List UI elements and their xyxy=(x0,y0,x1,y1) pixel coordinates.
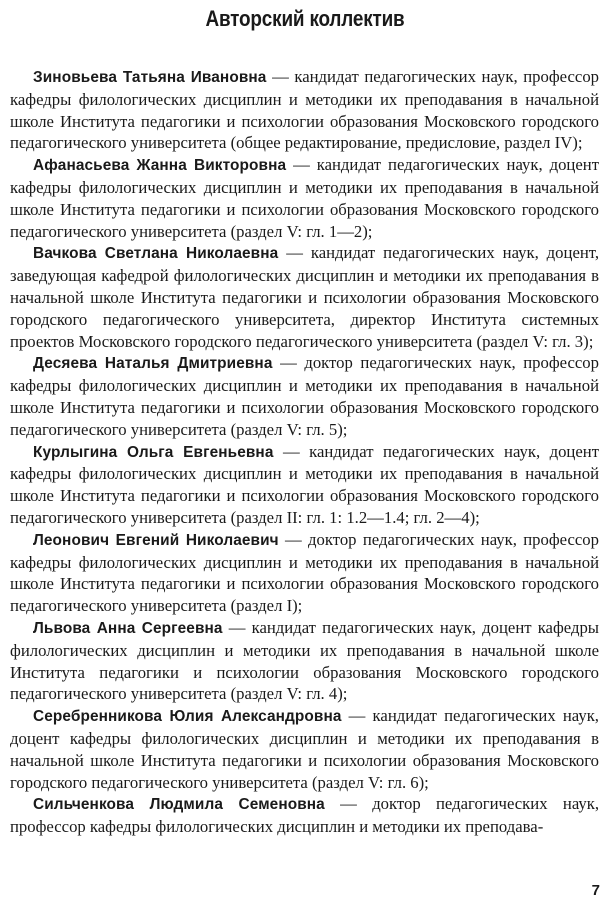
author-name: Серебренникова Юлия Александровна xyxy=(33,708,342,726)
author-description: — кандидат педагогических наук, доцент кафедры филологических дисциплин и методики их преподавания в начальной школе Института педагогики и психологии образования Московского городского педагогического университета (раздел V: гл. 6); xyxy=(10,706,599,792)
author-description: — доктор педагогических наук, профессор кафедры филологических дисциплин и методики их преподава- xyxy=(10,794,599,837)
author-description: — кандидат педагогических наук, доцент кафедры филологических дисциплин и методики их преподавания в начальной школе Института педагогики и психологии образования Московского городского педагогического университета (раздел V: гл. 4); xyxy=(10,617,600,704)
author-entry xyxy=(10,705,599,793)
author-description: — кандидат педагогических наук, доцент, заведующая кафедрой филологических дисциплин и методики их преподавания в начальной школе Института педагогики и психологии образования Московского городского педагогического университета, директор Института системных проектов Московского городского педагогического университета (раздел V: гл. 3); xyxy=(10,243,599,351)
author-description: — кандидат педагогических наук, профессор кафедры филологических дисциплин и методики их преподавания в начальной школе Института педагогики и психологии образования Московского городского педагогического университета (общее редактирование, предисловие, раздел IV); xyxy=(10,67,599,153)
author-description: — кандидат педагогических наук, доцент кафедры филологических дисциплин и методики их преподавания в начальной школе Института педагогики и психологии образования Московского городского педагогического университета (раздел II: гл. 1: 1.2—1.4; гл. 2—4); xyxy=(10,441,599,527)
author-entry xyxy=(10,242,599,352)
author-entry xyxy=(10,154,599,242)
author-name: Курлыгина Ольга Евгеньевна xyxy=(33,443,274,461)
author-name: Зиновьева Татьяна Ивановна xyxy=(33,69,267,86)
author-list xyxy=(10,66,599,838)
author-name: Леонович Евгений Николаевич xyxy=(33,531,279,549)
author-entry xyxy=(10,352,599,440)
author-entry xyxy=(10,617,599,705)
author-name: Вачкова Светлана Николаевна xyxy=(33,245,279,263)
author-description: — кандидат педагогических наук, доцент кафедры филологических дисциплин и методики их преподавания в начальной школе Института педагогики и психологии образования Московского городского педагогического университета (раздел V: гл. 1—2); xyxy=(10,155,599,241)
author-description: — доктор педагогических наук, профессор кафедры филологических дисциплин и методики их преподавания в начальной школе Института педагогики и психологии образования Московского городского педагогического университета (раздел V: гл. 5); xyxy=(10,353,599,439)
author-description: — доктор педагогических наук, профессор кафедры филологических дисциплин и методики их преподавания в начальной школе Института педагогики и психологии образования Московского городского педагогического университета (раздел I); xyxy=(10,529,599,616)
page-title: Авторский коллектив xyxy=(205,6,405,31)
author-entry xyxy=(10,529,599,617)
author-name: Львова Анна Сергеевна xyxy=(33,619,223,637)
author-entry xyxy=(10,66,599,154)
author-name: Афанасьева Жанна Викторовна xyxy=(33,157,287,175)
author-entry xyxy=(10,441,599,529)
author-name: Сильченкова Людмила Семеновна xyxy=(33,796,325,814)
page-number: 7 xyxy=(591,882,600,899)
author-entry xyxy=(10,793,599,838)
author-name: Десяева Наталья Дмитриевна xyxy=(33,355,273,373)
